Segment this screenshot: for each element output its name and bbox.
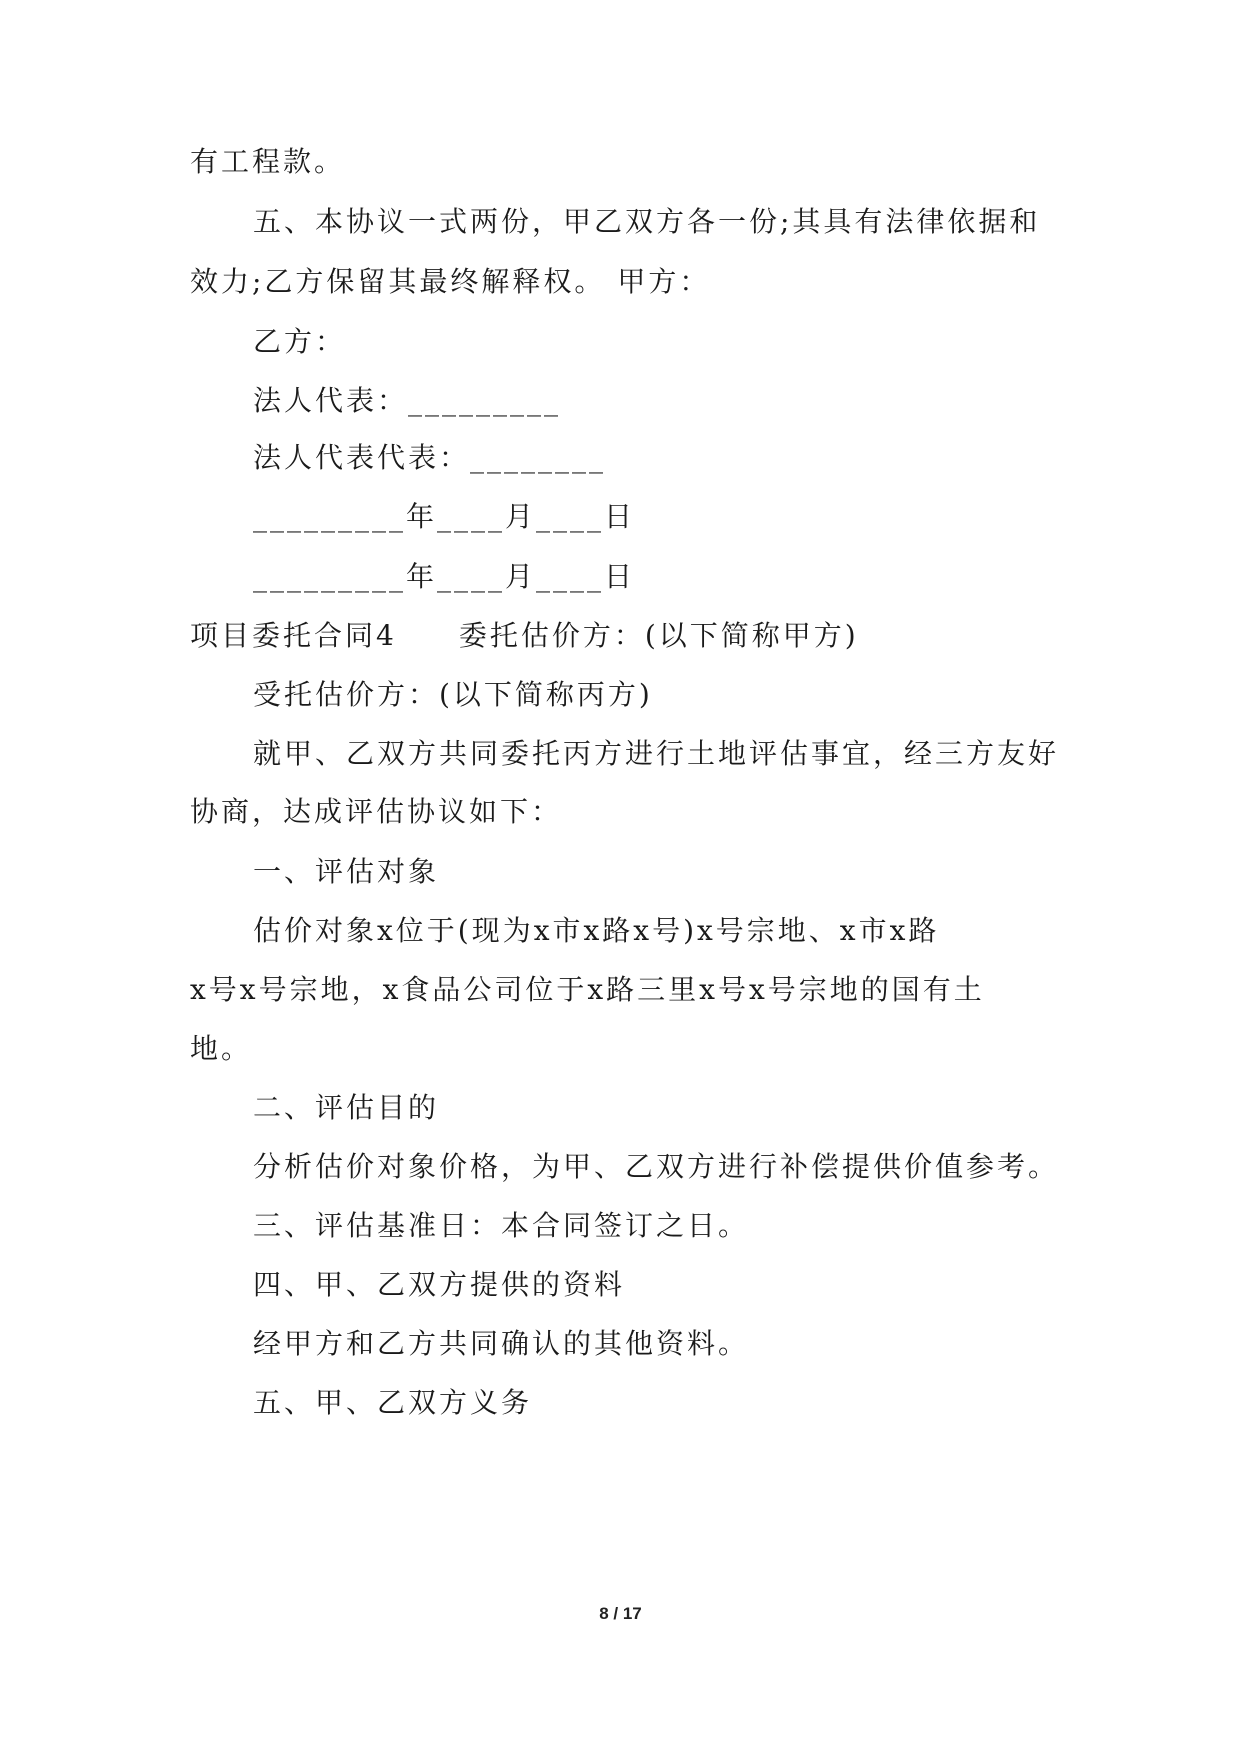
text-line: 受托估价方：(以下简称丙方) (253, 678, 653, 711)
text-line: 地。 (190, 1032, 253, 1065)
text-line: 就甲、乙双方共同委托丙方进行土地评估事宜，经三方友好 (253, 737, 1060, 770)
text-line: 效力;乙方保留其最终解释权。 甲方： (190, 265, 711, 298)
text-line: 四、甲、乙双方提供的资料 (253, 1268, 626, 1301)
text-line: 协商，达成评估协议如下： (190, 795, 563, 828)
page-number: 8 / 17 (599, 1604, 642, 1623)
date-line: _________年____月____日 (253, 560, 636, 593)
text-line: 五、甲、乙双方义务 (253, 1386, 533, 1419)
text-line: 三、评估基准日：本合同签订之日。 (253, 1209, 750, 1242)
text-line: 二、评估目的 (253, 1091, 440, 1124)
section-heading: 项目委托合同4 委托估价方：(以下简称甲方) (190, 619, 859, 652)
text-line: 分析估价对象价格，为甲、乙双方进行补偿提供价值参考。 (253, 1150, 1060, 1183)
text-line: 乙方： (253, 325, 347, 358)
text-line: 有工程款。 (190, 145, 346, 178)
text-line: 经甲方和乙方共同确认的其他资料。 (253, 1327, 750, 1360)
date-line: _________年____月____日 (253, 500, 636, 533)
text-line: 五、本协议一式两份，甲乙双方各一份;其具有法律依据和 (253, 205, 1041, 238)
text-line: 法人代表：_________ (253, 384, 562, 417)
text-line: 估价对象x位于(现为x市x路x号)x号宗地、x市x路 (253, 914, 940, 947)
text-line: 法人代表代表：________ (253, 441, 607, 474)
text-line: x号x号宗地，x食品公司位于x路三里x号x号宗地的国有土 (190, 973, 985, 1006)
text-line: 一、评估对象 (253, 855, 440, 888)
